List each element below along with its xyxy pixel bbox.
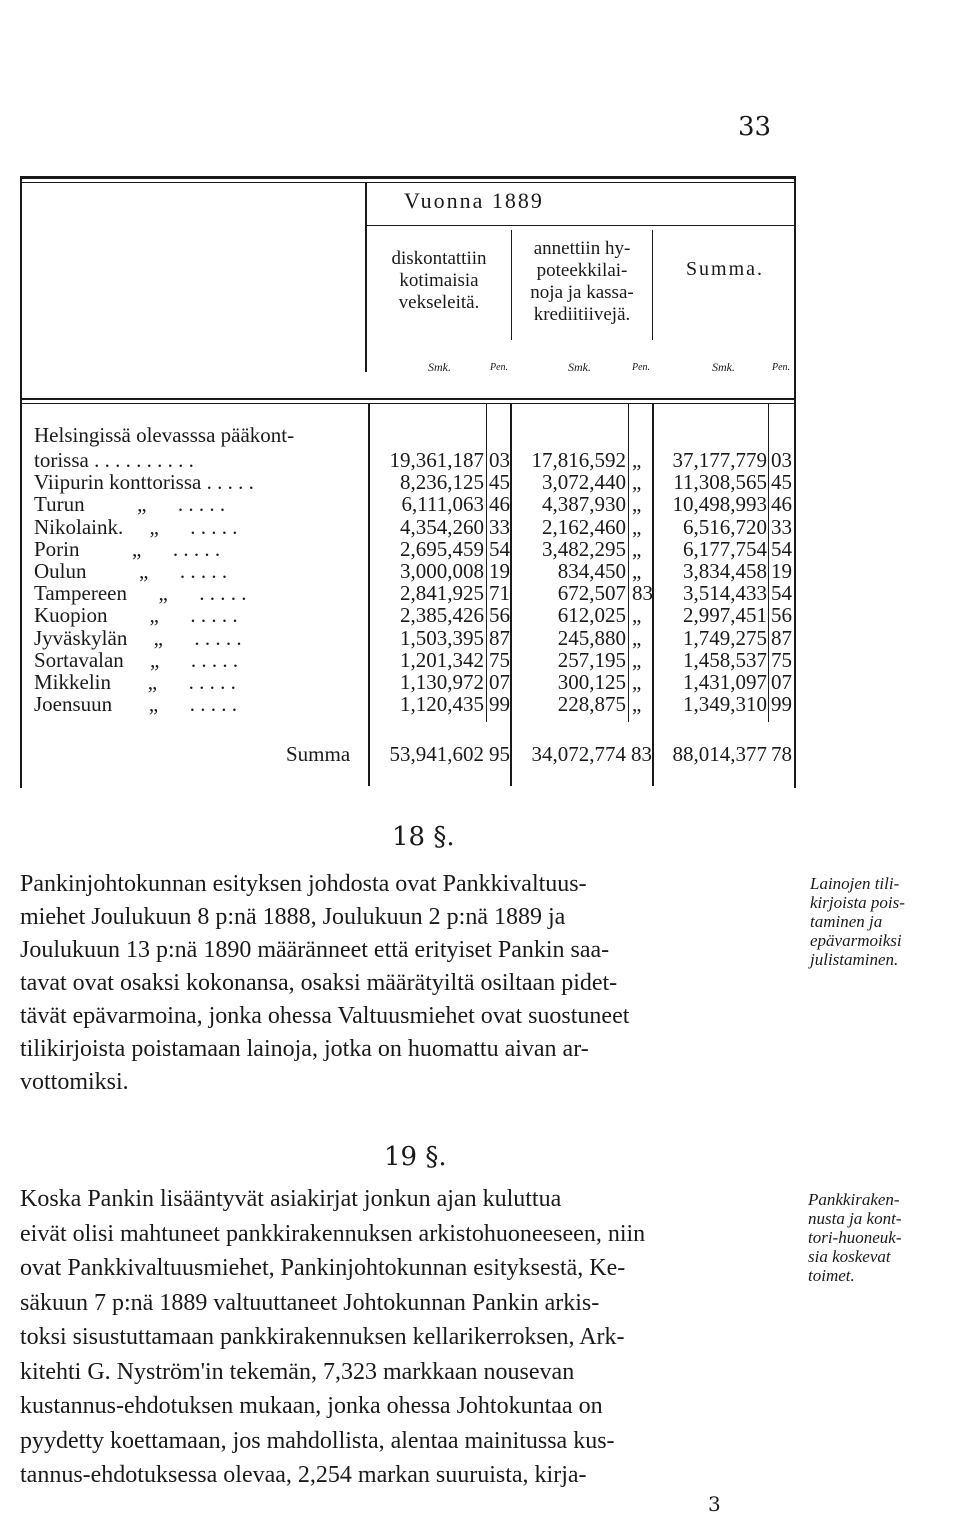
- row-pen-col1: 75: [489, 647, 510, 672]
- row-pen-col2: „: [632, 692, 642, 717]
- summa-label: Summa: [286, 742, 351, 766]
- row-value-col2: 3,482,295: [542, 536, 626, 561]
- row-label: torissa . . . . . . . . . .: [34, 448, 194, 472]
- summa-value-col3: 88,014,377: [672, 742, 767, 766]
- row-pen-col2: „: [632, 470, 642, 495]
- row-value-col2: 257,195: [557, 647, 626, 672]
- col1-pen-rule: [486, 404, 487, 722]
- row-pen-col2: „: [632, 603, 642, 628]
- row-pen-col2: „: [632, 625, 642, 650]
- section-18-text: [20, 868, 629, 1099]
- row-value-col3: 6,516,720: [683, 514, 767, 539]
- col2-header: annettiin hy- poteekkilai- noja ja kassa- krediitiivejä.: [530, 238, 634, 325]
- unit-sub-col2: Pen.: [632, 362, 651, 373]
- row-pen-col3: 54: [771, 581, 792, 606]
- row-value-col1: 3,000,008: [400, 559, 484, 583]
- margin-note-line: sia koskevat: [808, 1247, 891, 1266]
- row-pen-col3: 75: [771, 647, 792, 672]
- year-heading-rule: [365, 225, 794, 226]
- row-label: Mikkelin „ . . . . .: [34, 670, 236, 694]
- row-pen-col1: 46: [489, 492, 510, 517]
- row-value-col1: 6,111,063: [401, 492, 484, 517]
- row-value-col3: 2,997,451: [683, 603, 767, 628]
- row-value-col1: 19,361,187: [389, 448, 484, 472]
- col2-pen-rule: [628, 404, 629, 722]
- summa-value-col1: 53,941,602: [389, 742, 484, 766]
- table-right-rule: [794, 176, 796, 788]
- section-19-text: [20, 1183, 645, 1494]
- summa-pen-col3: 78: [771, 742, 792, 766]
- header-col1-rule: [511, 230, 512, 340]
- row-pen-col1: 19: [489, 559, 510, 583]
- text-line: miehet Joulukuun 8 p:nä 1888, Joulukuun 2 p:nä 1889 ja: [20, 904, 566, 930]
- row-pen-col3: 19: [771, 559, 792, 583]
- row-value-col2: 300,125: [557, 670, 626, 694]
- table-top-rule-thin: [20, 182, 796, 183]
- row-label: Viipurin konttorissa . . . . .: [34, 470, 254, 495]
- col3-pen-rule: [768, 404, 769, 722]
- row-label: Kuopion „ . . . . .: [34, 603, 238, 628]
- margin-note-line: tori-huoneuk-: [808, 1228, 902, 1247]
- row-pen-col1: 07: [489, 670, 510, 694]
- row-label: Oulun „ . . . . .: [34, 559, 228, 583]
- row-pen-col2: „: [632, 559, 642, 583]
- row-pen-col3: 03: [771, 448, 792, 472]
- row-value-col2: 17,816,592: [531, 448, 626, 472]
- row-pen-col2: „: [632, 492, 642, 517]
- row-value-col1: 2,695,459: [400, 536, 484, 561]
- row-value-col1: 2,385,426: [400, 603, 484, 628]
- unit-mark-col1: Smk.: [428, 360, 451, 374]
- row-pen-col1: 71: [489, 581, 510, 606]
- unit-mark-col2: Smk.: [568, 360, 591, 374]
- page-number: 33: [738, 112, 772, 142]
- row-pen-col1: 03: [489, 448, 510, 472]
- row-label: Porin „ . . . . .: [34, 536, 221, 561]
- row-value-col2: 834,450: [557, 559, 626, 583]
- text-line: kitehti G. Nyström'in tekemän, 7,323 markkaan nousevan: [20, 1358, 575, 1385]
- row-label: Sortavalan „ . . . . .: [34, 647, 239, 672]
- row-value-col3: 1,431,097: [683, 670, 767, 694]
- row-value-col3: 1,349,310: [683, 692, 767, 717]
- row-value-col2: 245,880: [557, 625, 626, 650]
- margin-note-line: Pankkiraken-: [808, 1190, 900, 1209]
- text-line: Pankinjohtokunnan esityksen johdosta ovat Pankkivaltuus-: [20, 871, 587, 897]
- text-line: kustannus-ehdotuksen mukaan, jonka ohessa Johtokuntaa on: [20, 1393, 603, 1419]
- row-value-col3: 6,177,754: [683, 536, 767, 561]
- section-19-heading: 19 §.: [384, 1142, 447, 1172]
- summa-pen-col2: 83: [631, 742, 652, 766]
- row-pen-col3: 56: [771, 603, 792, 628]
- row-value-col3: 1,749,275: [683, 625, 767, 650]
- row-value-col1: 1,130,972: [400, 670, 484, 694]
- row-label: Jyväskylän „ . . . . .: [34, 625, 242, 650]
- row-value-col1: 8,236,125: [400, 470, 484, 495]
- text-line: Joulukuun 13 p:nä 1890 määränneet että erityiset Pankin saa-: [20, 937, 610, 963]
- unit-sub-col1: Pen.: [490, 362, 509, 373]
- row-value-col3: 3,834,458: [683, 559, 767, 583]
- text-line: tannus-ehdotuksessa olevaa, 2,254 markan suuruista, kirja-: [20, 1462, 587, 1488]
- text-line: Koska Pankin lisääntyvät asiakirjat jonkun ajan kuluttua: [20, 1186, 562, 1212]
- text-line: säkuun 7 p:nä 1889 valtuuttaneet Johtokunnan Pankin arkis-: [20, 1289, 600, 1316]
- row-value-col3: 11,308,565: [673, 470, 767, 495]
- row-pen-col3: 46: [771, 492, 792, 517]
- row-pen-col2: „: [632, 514, 642, 539]
- header-col2-rule: [652, 230, 653, 340]
- row-value-col2: 2,162,460: [542, 514, 626, 539]
- row-label-first-line: Helsingissä olevasssa pääkont-: [34, 423, 295, 447]
- text-line: eivät olisi mahtuneet pankkirakennuksen arkistohuoneeseen, niin: [20, 1220, 646, 1247]
- text-line: toksi sisustuttamaan pankkirakennuksen kellarikerroksen, Ark-: [20, 1324, 625, 1350]
- row-value-col1: 4,354,260: [400, 514, 484, 539]
- text-line: ovat Pankkivaltuusmiehet, Pankinjohtokunnan esityksestä, Ke-: [20, 1255, 626, 1281]
- row-pen-col2: „: [632, 670, 642, 694]
- row-value-col1: 2,841,925: [400, 581, 484, 606]
- text-line: vottomiksi.: [20, 1069, 129, 1095]
- row-value-col3: 37,177,779: [672, 448, 767, 472]
- row-pen-col3: 45: [771, 470, 792, 495]
- margin-note-line: nusta ja kont-: [808, 1209, 902, 1228]
- text-line: tilikirjoista poistamaan lainoja, jotka on huomattu aivan ar-: [20, 1036, 589, 1062]
- row-pen-col3: 33: [771, 514, 792, 539]
- margin-note-line: epävarmoiksi: [810, 931, 902, 950]
- section-18-heading: 18 §.: [392, 822, 455, 852]
- col1-header: diskontattiin kotimaisia vekseleitä.: [391, 248, 487, 313]
- row-pen-col3: 99: [771, 692, 792, 717]
- section-19-margin-note: [808, 1190, 902, 1285]
- margin-note-line: Lainojen tili-: [810, 874, 900, 893]
- row-value-col3: 1,458,537: [683, 647, 767, 672]
- row-value-col2: 672,507: [557, 581, 626, 606]
- row-pen-col3: 07: [771, 670, 792, 694]
- text-line: pyydetty koettamaan, jos mahdollista, alentaa mainitussa kus-: [20, 1427, 615, 1454]
- margin-note-line: taminen ja: [810, 912, 883, 931]
- table-left-rule: [20, 176, 22, 788]
- row-value-col1: 1,120,435: [400, 692, 484, 717]
- summa-value-col2: 34,072,774: [531, 742, 626, 766]
- row-pen-col1: 45: [489, 470, 510, 495]
- row-value-col3: 10,498,993: [672, 492, 767, 517]
- row-label: Turun „ . . . . .: [34, 492, 226, 517]
- year-heading: Vuonna 1889: [404, 188, 544, 213]
- row-pen-col1: 33: [489, 514, 510, 539]
- row-value-col2: 4,387,930: [542, 492, 626, 517]
- row-label: Nikolaink. „ . . . . .: [34, 514, 238, 539]
- unit-mark-col3: Smk.: [712, 360, 735, 374]
- row-value-col3: 3,514,433: [683, 581, 767, 606]
- row-value-col2: 612,025: [557, 603, 626, 628]
- header-bottom-rule-thin: [20, 403, 796, 404]
- row-pen-col2: „: [632, 536, 642, 561]
- margin-note-line: toimet.: [808, 1266, 855, 1285]
- table-top-rule: [20, 176, 796, 179]
- row-pen-col1: 56: [489, 603, 510, 628]
- row-pen-col2: „: [632, 647, 642, 672]
- text-line: tavat ovat osaksi kokonansa, osaksi määrätyiltä osiltaan pidet-: [20, 970, 618, 996]
- row-pen-col3: 54: [771, 536, 792, 561]
- row-value-col1: 1,503,395: [400, 625, 484, 650]
- margin-note-line: julistaminen.: [810, 950, 899, 969]
- row-pen-col2: „: [632, 448, 642, 472]
- row-value-col2: 3,072,440: [542, 470, 626, 495]
- header-bottom-rule: [20, 398, 796, 400]
- row-label: Joensuun „ . . . . .: [34, 692, 237, 717]
- text-line: tävät epävarmoina, jonka ohessa Valtuusmiehet ovat suostuneet: [20, 1003, 630, 1029]
- row-pen-col1: 54: [489, 536, 510, 561]
- margin-note-line: kirjoista pois-: [810, 893, 905, 912]
- col3-header: Summa.: [685, 258, 765, 280]
- header-column-rule: [365, 182, 367, 372]
- row-pen-col1: 87: [489, 625, 510, 650]
- section-18-margin-note: [810, 874, 905, 969]
- row-label: Tampereen „ . . . . .: [34, 581, 247, 606]
- row-pen-col3: 87: [771, 625, 792, 650]
- row-pen-col2: 83: [632, 581, 653, 606]
- summa-pen-col1: 95: [489, 742, 510, 766]
- row-value-col1: 1,201,342: [400, 647, 484, 672]
- row-pen-col1: 99: [489, 692, 510, 717]
- unit-sub-col3: Pen.: [772, 362, 791, 373]
- row-value-col2: 228,875: [557, 692, 626, 717]
- signature-mark: 3: [708, 1492, 721, 1516]
